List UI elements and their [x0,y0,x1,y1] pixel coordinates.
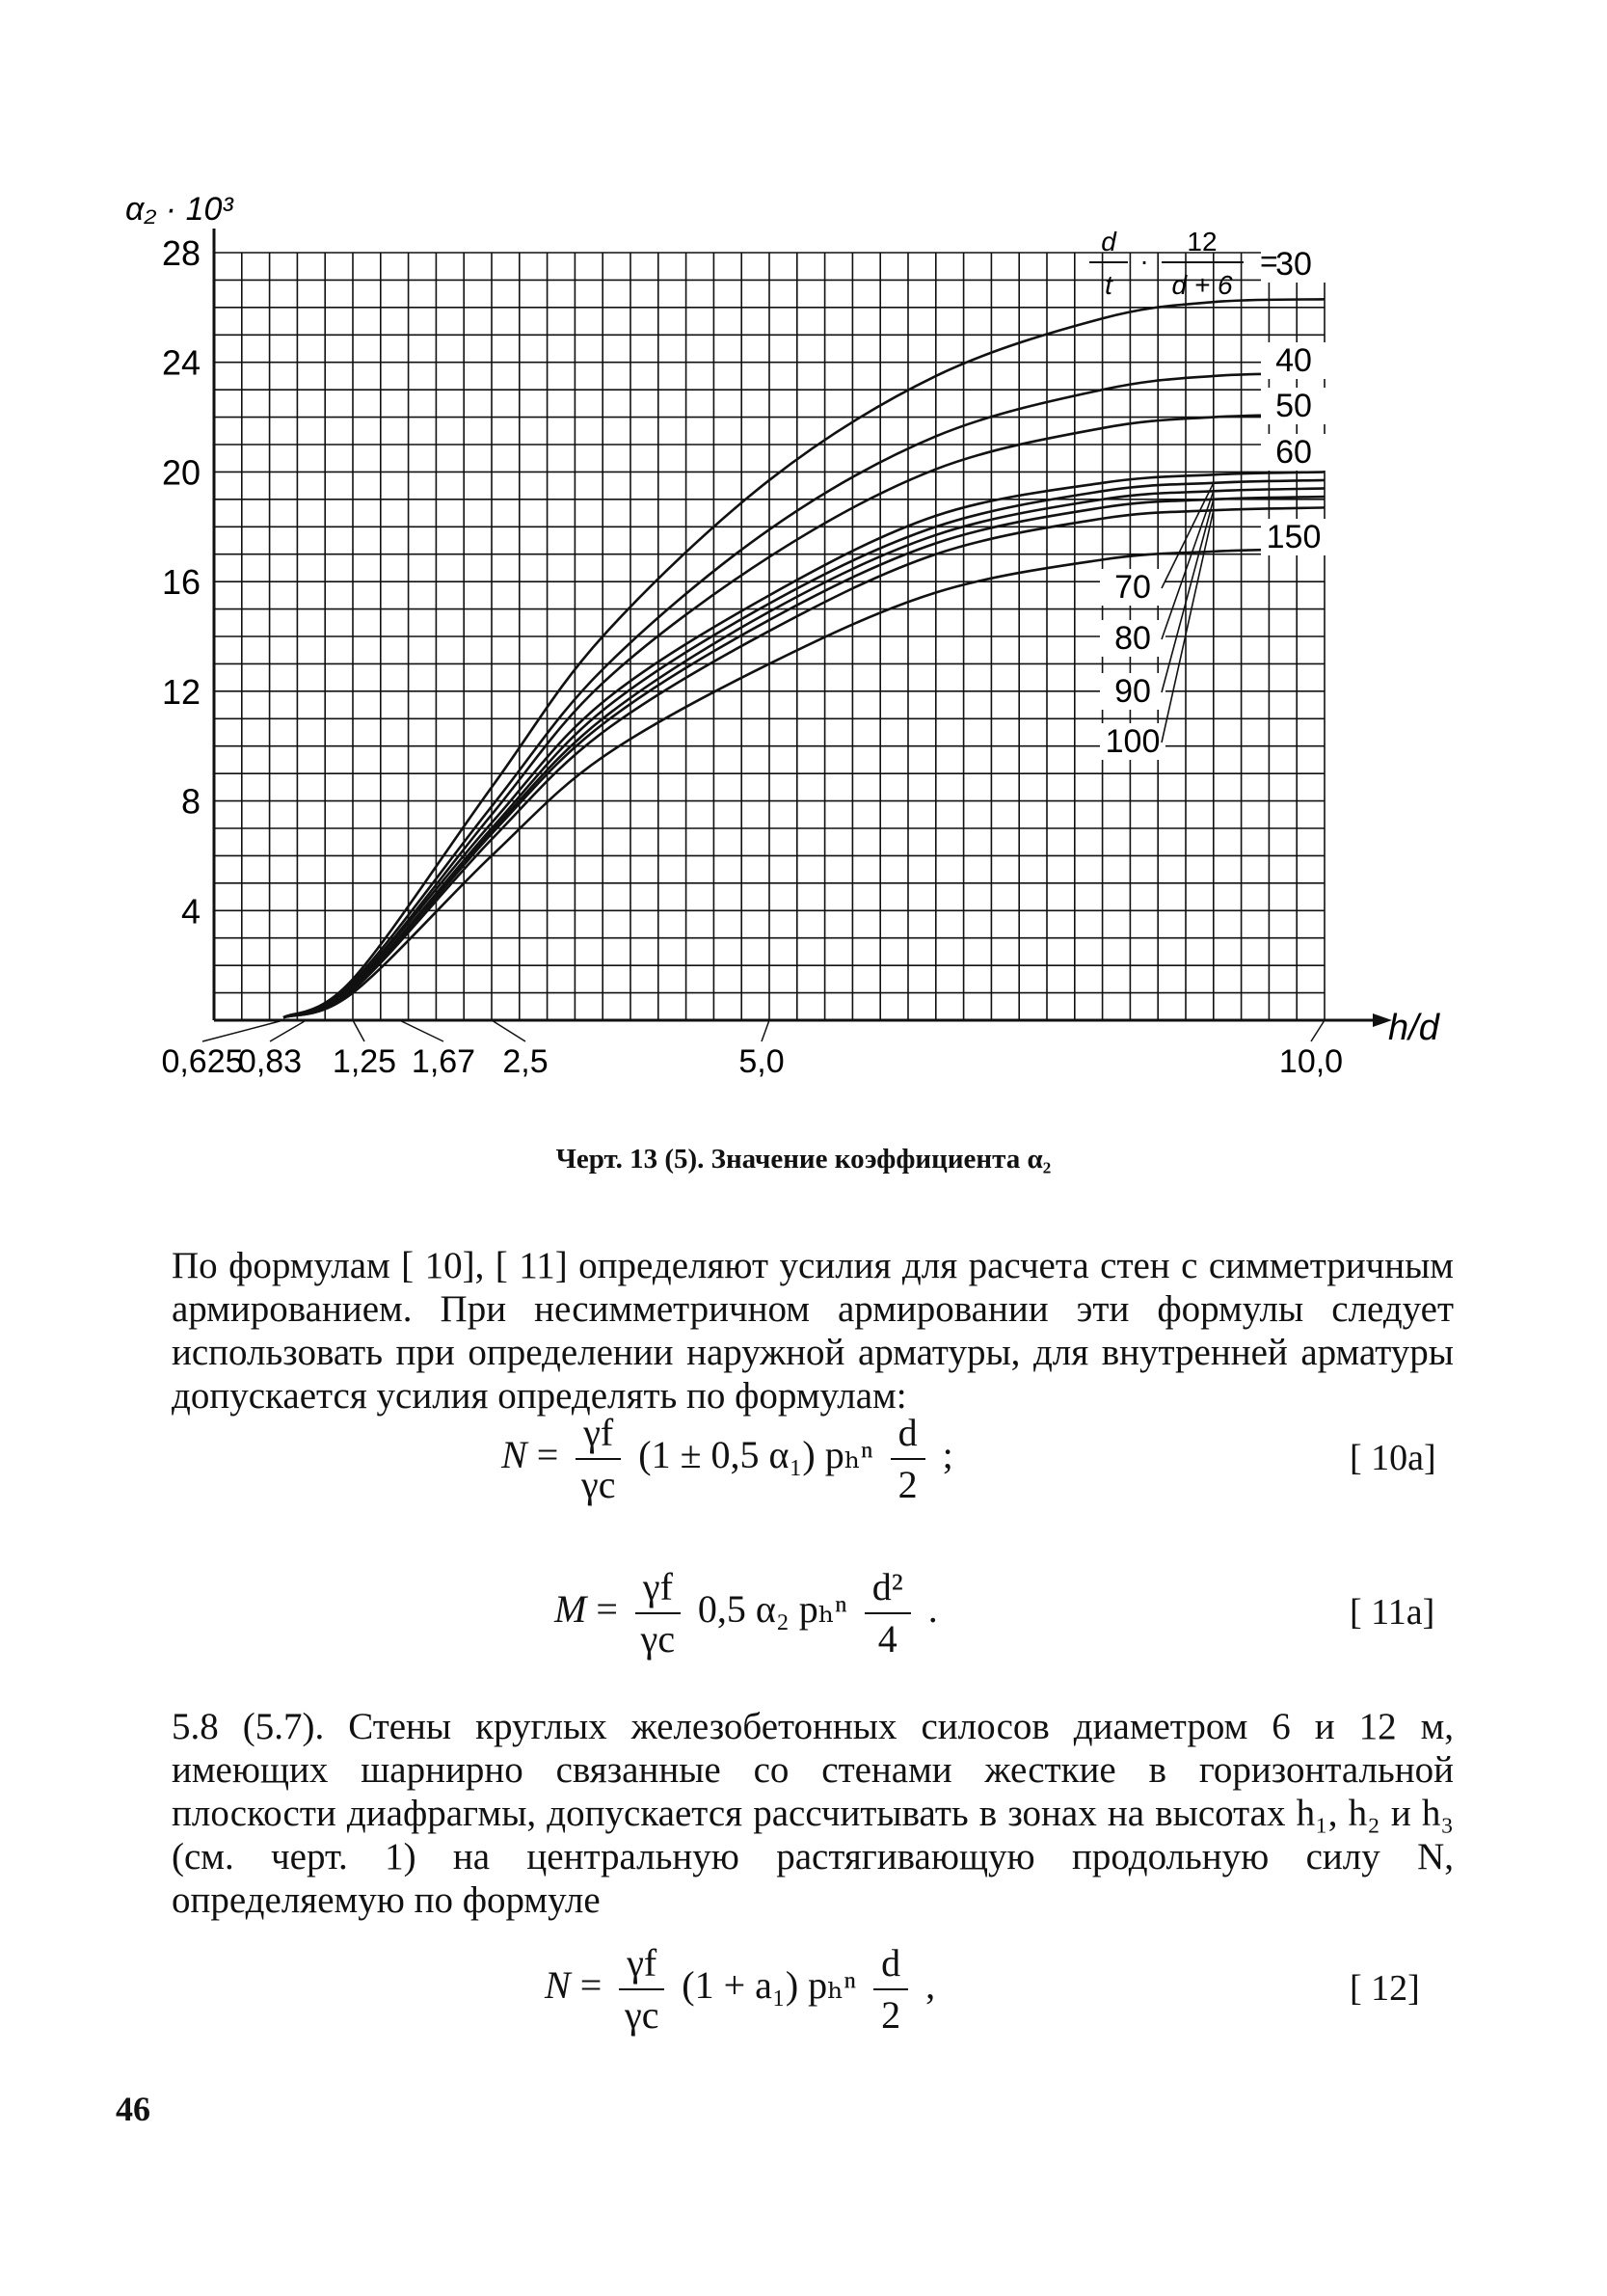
formula-den2: 2 [881,1993,901,2037]
equation-number-11a: [ 11a] [1350,1592,1435,1633]
formula-end: . [927,1587,938,1632]
formula-num2: d² [865,1562,911,1614]
formula-num: γf [576,1408,621,1460]
x-tick-leader [353,1020,364,1041]
formula-num: γf [619,1938,664,1990]
formula-num2: d [891,1408,925,1460]
series-label-70: 70 [1114,569,1151,606]
formula-den: γc [625,1993,659,2037]
svg-text:t: t [1105,270,1112,300]
x-tick-label: 0,83 [237,1043,303,1080]
series-label-30: 30 [1275,246,1312,283]
series-label-50: 50 [1275,388,1312,424]
x-tick-leader [492,1020,525,1041]
x-tick-leader [399,1020,443,1041]
x-tick-leader [762,1020,769,1041]
formula-lhs: M [554,1587,587,1632]
formula-10a [501,1408,953,1510]
formula-eq: = [579,1963,603,2008]
formula-den2: 2 [897,1463,918,1506]
y-axis-label: α₂ · 10³ [125,191,233,228]
y-tick-labels [162,233,201,931]
y-tick-label: 16 [161,562,201,603]
page-number: 46 [116,2090,150,2128]
chart-curves [283,299,1325,1017]
svg-text:·: · [1139,246,1149,276]
y-tick-label: 28 [161,233,201,273]
formula-num: γf [635,1562,681,1614]
x-tick-leader [1311,1020,1325,1041]
series-leader-80 [1162,491,1214,639]
formula-num2: d [873,1938,908,1990]
formula-12 [545,1938,935,2040]
curve-40 [283,373,1325,1017]
series-label-80: 80 [1114,620,1151,657]
series-label-90: 90 [1114,673,1151,710]
y-tick-label: 20 [161,452,201,493]
x-tick-label: 2,5 [502,1043,549,1080]
chart-axes [214,229,1392,1027]
series-leader-100 [1162,510,1214,743]
svg-text:d + 6: d + 6 [1171,270,1233,300]
y-tick-label: 12 [161,671,201,712]
y-tick-label: 4 [180,891,201,932]
x-tick-leader [270,1020,307,1041]
formula-den2: 4 [877,1617,897,1661]
formula-den: γc [640,1617,676,1661]
paragraph-formulas-intro: По формулам [ 10], [ 11] определяют усилия для расчета стен с симметричным армированием. При несимметричном армировании эти формулы следует использовать при определении наружной арматуры, для внутренней арматуры допускается усилия определять по формулам: [172,1245,1454,1417]
formula-eq: = [536,1433,559,1477]
series-label-40: 40 [1275,342,1312,379]
formula-mid: (1 ± 0,5 α₁) pₕⁿ [638,1433,873,1477]
x-tick-label: 10,0 [1278,1043,1344,1080]
series-label-100: 100 [1105,723,1161,760]
equation-number-10a: [ 10a] [1350,1438,1436,1478]
series-label-150: 150 [1266,519,1322,555]
param-label [1089,227,1278,300]
formula-end: ; [942,1433,953,1477]
paragraph-section-5-8: 5.8 (5.7). Стены круглых железобетонных силосов диаметром 6 и 12 м, имеющих шарнирно связанные со стенами жесткие в горизонтальной плоскости диафрагмы, допускается рассчитывать в зонах на высотах h₁, h₂ и h₃ (см. черт. 1) на центральную растягивающую продольную силу N, определяемую по формуле [172,1706,1454,1921]
formula-end: , [925,1963,936,2008]
figure-caption: Черт. 13 (5). Значение коэффициента α₂ [555,1144,1052,1175]
x-axis-label: h/d [1388,1008,1439,1048]
formula-mid: (1 + a₁) pₕⁿ [682,1963,857,2008]
formula-lhs: N [545,1963,571,2008]
formula-mid: 0,5 α₂ pₕⁿ [697,1587,847,1632]
x-tick-label: 5,0 [738,1043,785,1080]
x-tick-leader [202,1020,283,1041]
svg-text:=: = [1260,244,1278,279]
svg-text:d: d [1101,227,1116,257]
svg-text:12: 12 [1187,227,1218,257]
x-tick-label: 1,25 [332,1043,397,1080]
formula-lhs: N [501,1433,527,1477]
y-tick-label: 24 [161,342,201,383]
series-label-60: 60 [1275,434,1312,471]
x-tick-label: 0,625 [161,1043,244,1080]
formula-11a [554,1562,938,1664]
x-tick-label: 1,67 [411,1043,476,1080]
curve-70 [283,480,1325,1017]
formula-den: γc [581,1463,616,1506]
formula-eq: = [596,1587,618,1632]
equation-number-12: [ 12] [1350,1968,1420,2009]
y-tick-label: 8 [180,781,201,822]
x-tick-labels [161,1020,1343,1080]
